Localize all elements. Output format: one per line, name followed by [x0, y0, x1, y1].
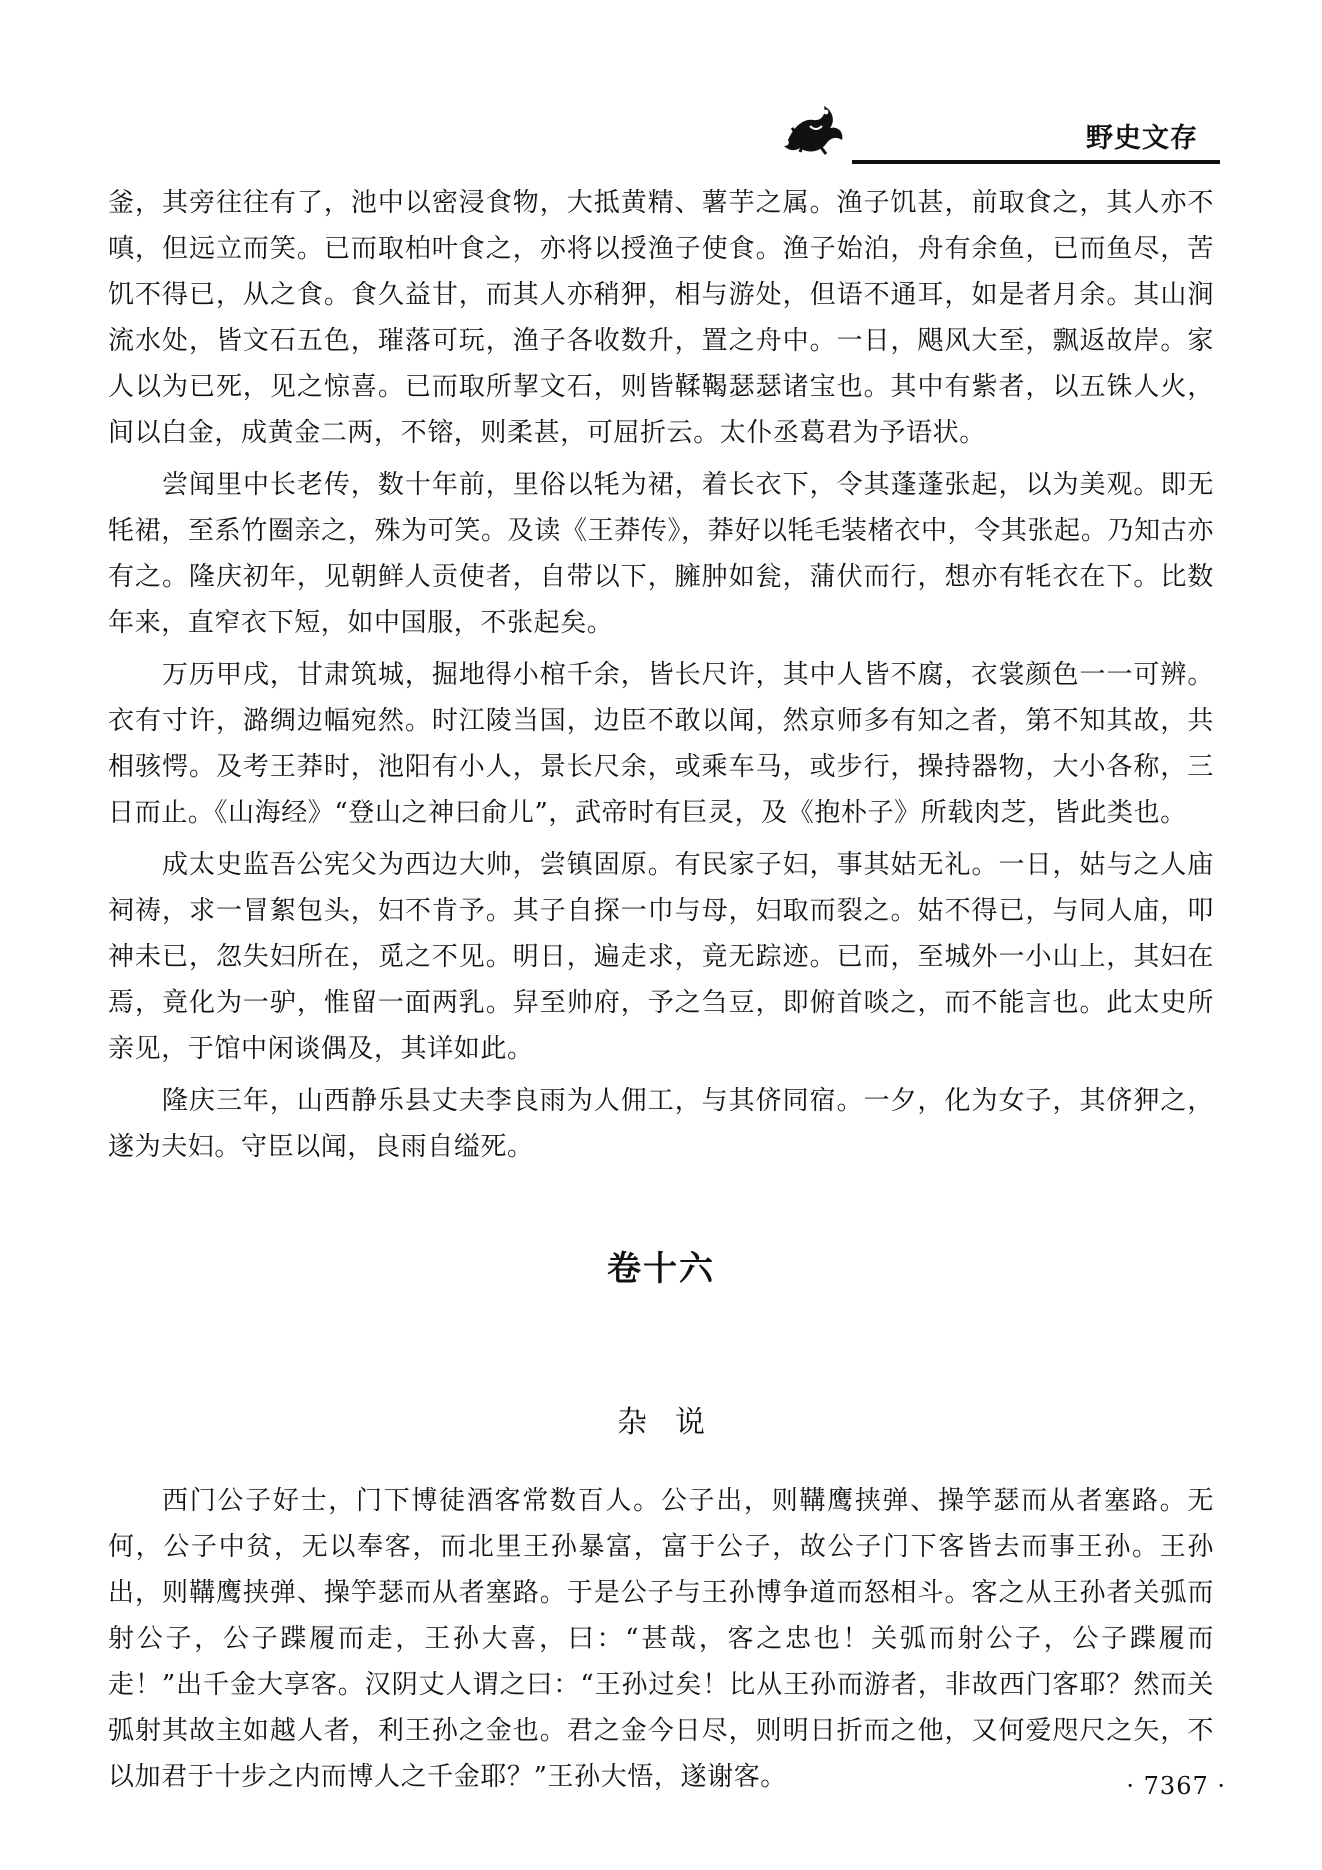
paragraph-2: 尝闻里中长老传，数十年前，里俗以牦为裙，着长衣下，令其蓬蓬张起，以为美观。即无牦裙，至系竹圈亲之，殊为可笑。及读《王莽传》，莽好以牦毛装楮衣中，令其张起。乃知古亦有之。隆庆初年，见朝鲜人贡使者，自带以下，臃肿如瓮，蒲伏而行，想亦有牦衣在下。比数年来，直窄衣下短，如中国服，不张起矣。	[108, 470, 1214, 638]
paragraph-3: 万历甲戌，甘肃筑城，掘地得小棺千余，皆长尺许，其中人皆不腐，衣裳颜色一一可辨。衣有寸许，潞绸边幅宛然。时江陵当国，边臣不敢以闻，然京师多有知之者，第不知其故，共相骇愕。及考王莽时，池阳有小人，景长尺余，或乘车马，或步行，操持器物，大小各称，三日而止。《山海经》“登山之神曰俞儿”，武帝时有巨灵，及《抱朴子》所载肉芝，皆此类也。	[108, 660, 1214, 828]
header-rule	[852, 160, 1220, 164]
chapter-title: 卷十六	[607, 1249, 715, 1289]
paragraph-1: 釜，其旁往往有了，池中以密浸食物，大抵黄精、薯芋之属。渔子饥甚，前取食之，其人亦不嗔，但远立而笑。已而取柏叶食之，亦将以授渔子使食。渔子始泊，舟有余鱼，已而鱼尽，苦饥不得已，从之食。食久益甘，而其人亦稍狎，相与游处，但语不通耳，如是者月余。其山涧流水处，皆文石五色，璀落可玩，渔子各收数升，置之舟中。一日，飓风大至，飘返故岸。家人以为已死，见之惊喜。已而取所挈文石，则皆鞣鞨瑟瑟诸宝也。其中有紫者，以五铢人火，间以白金，成黄金二两，不镕，则柔甚，可屈折云。太仆丞葛君为予语状。	[108, 188, 1214, 448]
section-title: 杂说	[617, 1405, 733, 1440]
paragraph-4: 成太史监吾公宪父为西边大帅，尝镇固原。有民家子妇，事其姑无礼。一日，姑与之人庙祠祷，求一冒絮包头，妇不肯予。其子自探一巾与母，妇取而裂之。姑不得已，与同人庙，叩神未已，忽失妇所在，觅之不见。明日，遍走求，竟无踪迹。已而，至城外一小山上，其妇在焉，竟化为一驴，惟留一面两乳。舁至帅府，予之刍豆，即俯首啖之，而不能言也。此太史所亲见，于馆中闲谈偶及，其详如此。	[108, 850, 1214, 1064]
paragraph-5: 隆庆三年，山西静乐县丈夫李良雨为人佣工，与其侪同宿。一夕，化为女子，其侪狎之，遂为夫妇。守臣以闻，良雨自缢死。	[108, 1086, 1214, 1162]
page-number: · 7367 ·	[1126, 1772, 1226, 1800]
running-header	[780, 96, 1220, 166]
dragon-icon	[780, 96, 850, 160]
main-text	[108, 180, 1214, 1806]
paragraph-6: 西门公子好士，门下博徒酒客常数百人。公子出，则鞲鹰挟弹、操竽瑟而从者塞路。无何，公子中贫，无以奉客，而北里王孙暴富，富于公子，故公子门下客皆去而事王孙。王孙出，则鞲鹰挟弹、操竽瑟而从者塞路。于是公子与王孙博争道而怒相斗。客之从王孙者关弧而射公子，公子蹀履而走，王孙大喜，曰：“甚哉，客之忠也！关弧而射公子，公子蹀履而走！”出千金大享客。汉阴丈人谓之曰：“王孙过矣！比从王孙而游者，非故西门客耶？然而关弧射其故主如越人者，利王孙之金也。君之金今日尽，则明日折而之他，又何爱咫尺之矢，不以加君于十步之内而博人之千金耶？”王孙大悟，遂谢客。	[108, 1486, 1214, 1792]
header-title: 野史文存	[1086, 123, 1198, 154]
